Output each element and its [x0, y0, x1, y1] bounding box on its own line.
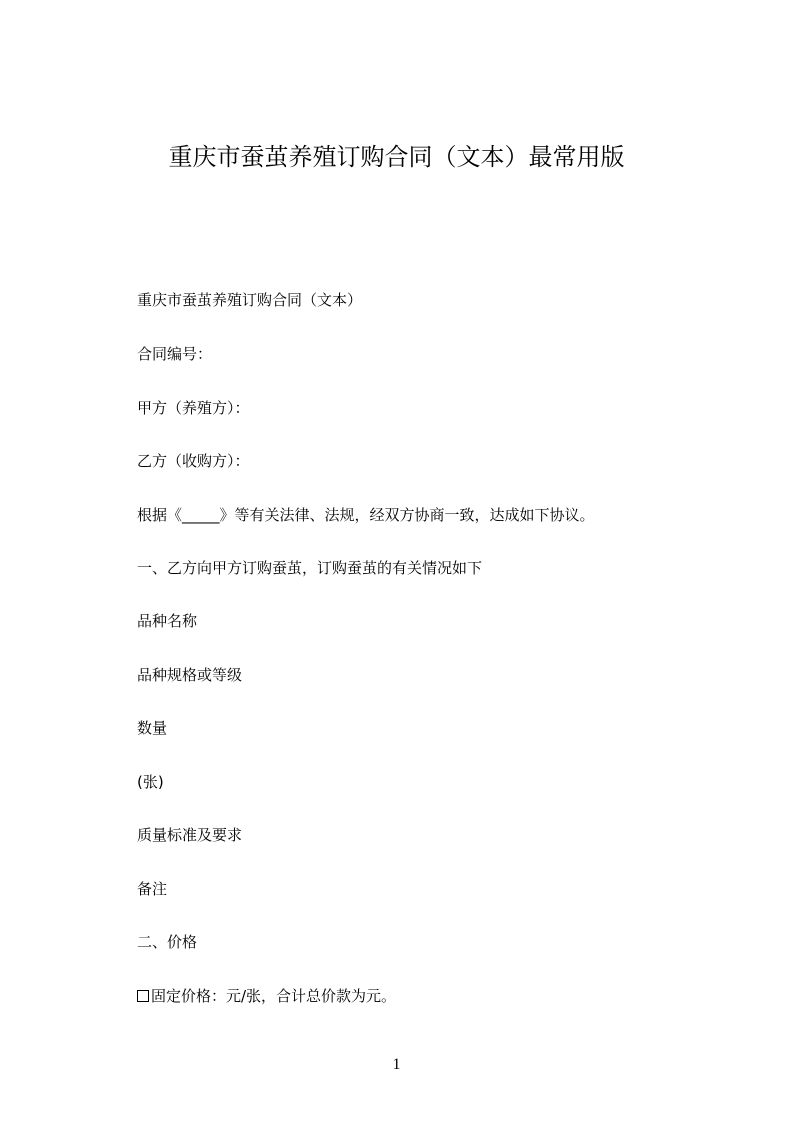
section-one-heading: 一、乙方向甲方订购蚕茧，订购蚕茧的有关情况如下	[137, 559, 483, 577]
fixed-price-option	[137, 986, 396, 1006]
checkbox-icon	[137, 990, 149, 1002]
remarks-label: 备注	[137, 880, 168, 898]
variety-name-label: 品种名称	[137, 612, 198, 630]
contract-heading: 重庆市蚕茧养殖订购合同（文本）	[137, 291, 363, 309]
quantity-label: 数量	[137, 719, 168, 737]
party-a-label: 甲方（养殖方）：	[137, 399, 250, 417]
quality-standard-label: 质量标准及要求	[137, 826, 243, 844]
fixed-price-text: 固定价格：元/张，合计总价款为元。	[151, 987, 397, 1005]
variety-spec-label: 品种规格或等级	[137, 666, 243, 684]
agreement-basis-text: 根据《_____》等有关法律、法规，经双方协商一致，达成如下协议。	[137, 506, 595, 524]
quantity-unit-label: (张)	[137, 773, 164, 791]
section-two-heading: 二、价格	[137, 933, 198, 951]
document-title: 重庆市蚕茧养殖订购合同（文本）最常用版	[168, 143, 625, 171]
page-number: 1	[392, 1056, 401, 1073]
party-b-label: 乙方（收购方）：	[137, 452, 250, 470]
contract-number-label: 合同编号：	[137, 345, 213, 363]
